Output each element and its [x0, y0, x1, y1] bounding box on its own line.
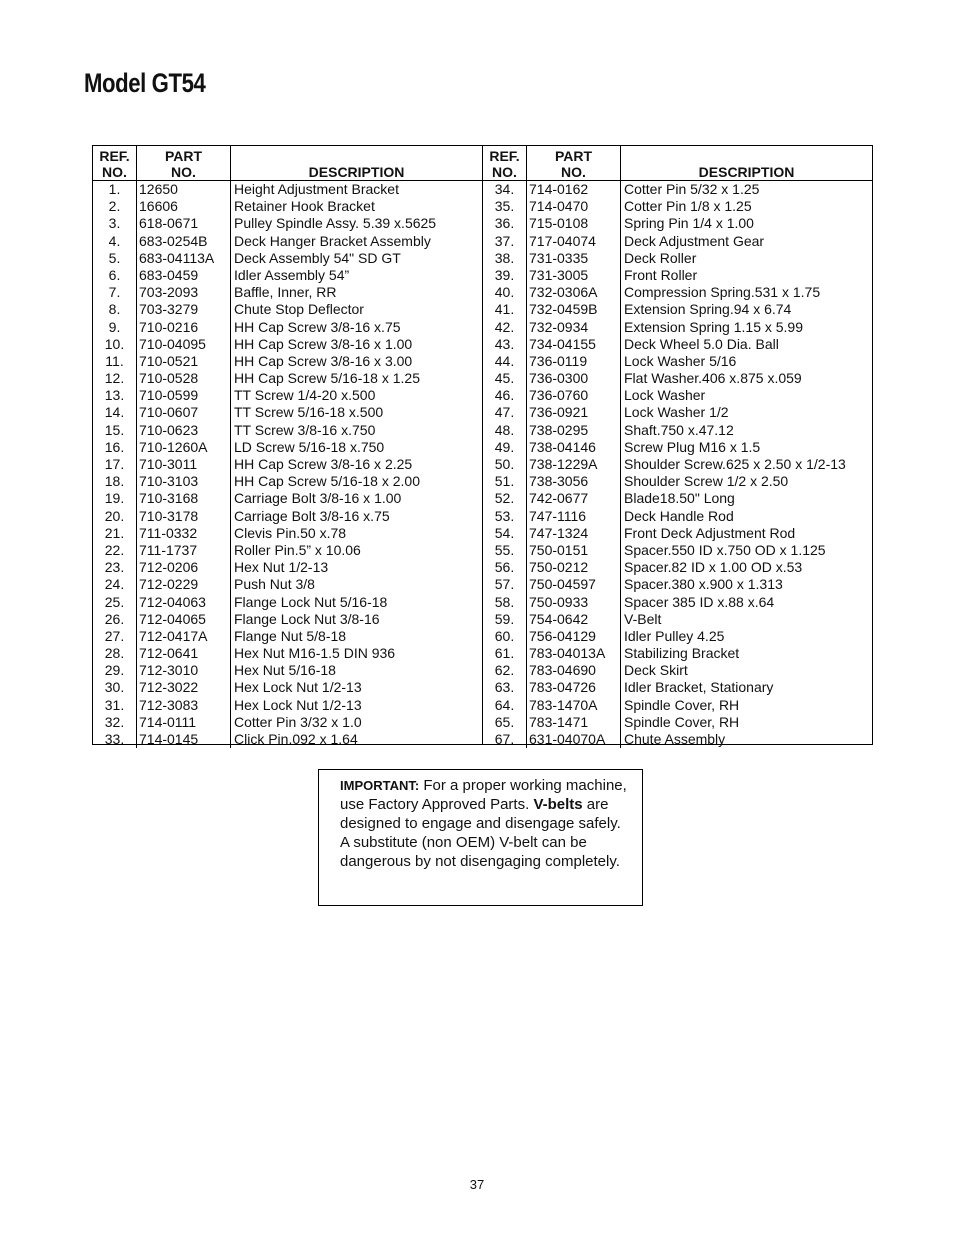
table-row [93, 456, 482, 473]
description-cell: TT Screw 5/16-18 x.500 [234, 404, 384, 421]
part-no-cell: 783-04013A [527, 645, 621, 662]
table-row [93, 267, 482, 284]
ref-no-cell: 50. [483, 456, 527, 473]
part-no-cell: 710-0623 [137, 422, 231, 439]
ref-no-cell: 19. [93, 490, 137, 507]
description-cell: Spindle Cover, RH [624, 713, 740, 730]
ref-no-cell: 15. [93, 422, 137, 439]
ref-no-cell: 42. [483, 319, 527, 336]
table-row [93, 473, 482, 490]
table-row [483, 353, 872, 370]
description-cell: Shaft.750 x.47.12 [624, 421, 734, 438]
table-row [93, 525, 482, 542]
ref-no-cell: 4. [93, 233, 137, 250]
part-no-cell: 712-04065 [137, 611, 231, 628]
table-row [483, 628, 872, 645]
part-no-cell: 710-0607 [137, 404, 231, 421]
description-cell: Compression Spring.531 x 1.75 [624, 284, 821, 301]
description-cell: Click Pin.092 x 1.64 [234, 731, 358, 747]
ref-no-cell: 63. [483, 679, 527, 696]
ref-no-cell: 67. [483, 731, 527, 748]
table-row [483, 233, 872, 250]
part-no-cell: 712-0417A [137, 628, 231, 645]
table-row [93, 645, 482, 662]
table-row [93, 233, 482, 250]
description-cell: Baffle, Inner, RR [234, 284, 337, 301]
description-cell: Hex Lock Nut 1/2-13 [234, 696, 362, 713]
ref-no-cell: 33. [93, 731, 137, 748]
part-no-cell: 703-3279 [137, 301, 231, 318]
table-row [93, 198, 482, 215]
part-no-cell: 710-0216 [137, 319, 231, 336]
ref-no-cell: 28. [93, 645, 137, 662]
header-row [93, 146, 482, 181]
description-cell: Spacer.82 ID x 1.00 OD x.53 [624, 559, 803, 576]
table-row [483, 559, 872, 576]
table-row [483, 336, 872, 353]
ref-no-cell: 51. [483, 473, 527, 490]
part-no-cell: 12650 [137, 181, 231, 199]
description-cell: Height Adjustment Bracket [234, 181, 399, 197]
table-row [483, 697, 872, 714]
ref-no-cell: 5. [93, 250, 137, 267]
description-cell: HH Cap Screw 3/8-16 x 2.25 [234, 456, 413, 472]
table-row [93, 404, 482, 421]
table-row [93, 559, 482, 576]
ref-no-cell: 12. [93, 370, 137, 387]
part-no-cell: 783-04690 [527, 662, 621, 679]
part-no-header: PART NO. [527, 146, 621, 181]
table-row [93, 594, 482, 611]
table-row [93, 576, 482, 593]
part-no-cell: 750-0151 [527, 542, 621, 559]
description-cell: Spacer.380 x.900 x 1.313 [624, 576, 783, 593]
notice-bold-term: V-belts [533, 796, 583, 813]
table-row [483, 576, 872, 593]
ref-no-cell: 45. [483, 370, 527, 387]
part-no-cell: 750-0212 [527, 559, 621, 576]
ref-no-cell: 52. [483, 490, 527, 507]
part-no-cell: 714-0111 [137, 714, 231, 731]
description-cell: Deck Assembly 54" SD GT [234, 249, 401, 266]
description-cell: Shoulder Screw 1/2 x 2.50 [624, 473, 789, 490]
description-cell: Flange Lock Nut 3/8-16 [234, 610, 380, 627]
part-no-cell: 683-0254B [137, 233, 231, 250]
description-cell: Retainer Hook Bracket [234, 198, 375, 215]
part-no-cell: 732-0306A [527, 284, 621, 301]
ref-no-cell: 2. [93, 198, 137, 215]
ref-no-cell: 46. [483, 387, 527, 404]
ref-no-cell: 38. [483, 250, 527, 267]
ref-no-cell: 57. [483, 576, 527, 593]
table-row [93, 387, 482, 404]
part-no-cell: 714-0162 [527, 181, 621, 199]
part-no-cell: 710-04095 [137, 336, 231, 353]
part-no-cell: 710-3011 [137, 456, 231, 473]
description-cell: HH Cap Screw 3/8-16 x.75 [234, 318, 401, 335]
description-cell: Extension Spring 1.15 x 5.99 [624, 318, 804, 335]
ref-no-header: REF. NO. [483, 146, 527, 181]
description-cell: Spacer 385 ID x.88 x.64 [624, 593, 775, 610]
ref-no-cell: 53. [483, 508, 527, 525]
table-row [93, 353, 482, 370]
part-no-cell: 711-1737 [137, 542, 231, 559]
table-row [483, 645, 872, 662]
table-row [483, 319, 872, 336]
table-row [483, 731, 872, 748]
ref-no-cell: 48. [483, 422, 527, 439]
description-cell: Idler Bracket, Stationary [624, 679, 774, 696]
ref-no-cell: 22. [93, 542, 137, 559]
table-row [93, 422, 482, 439]
table-row [93, 714, 482, 731]
description-cell: Blade18.50" Long [624, 490, 735, 507]
ref-no-cell: 6. [93, 267, 137, 284]
table-row [483, 456, 872, 473]
table-row [93, 336, 482, 353]
notice-text-1: For a proper working machine, use Factory Approved Parts. [340, 777, 627, 813]
description-cell: Screw Plug M16 x 1.5 [624, 438, 761, 455]
description-cell: Roller Pin.5” x 10.06 [234, 541, 361, 558]
description-cell: Deck Hanger Bracket Assembly [234, 232, 431, 249]
ref-no-cell: 54. [483, 525, 527, 542]
part-no-cell: 714-0145 [137, 731, 231, 748]
description-cell: Idler Pulley 4.25 [624, 627, 725, 644]
ref-no-cell: 16. [93, 439, 137, 456]
table-row [483, 181, 872, 199]
parts-table-right [482, 146, 872, 747]
part-no-cell: 783-1470A [527, 697, 621, 714]
table-row [93, 439, 482, 456]
table-row [483, 594, 872, 611]
ref-no-cell: 62. [483, 662, 527, 679]
ref-no-cell: 17. [93, 456, 137, 473]
ref-no-header: REF. NO. [93, 146, 137, 181]
table-row [93, 215, 482, 232]
part-no-cell: 736-0760 [527, 387, 621, 404]
table-row [483, 215, 872, 232]
ref-no-cell: 20. [93, 508, 137, 525]
part-no-cell: 712-3010 [137, 662, 231, 679]
table-row [93, 284, 482, 301]
table-row [483, 542, 872, 559]
part-no-cell: 710-3168 [137, 490, 231, 507]
part-no-header: PART NO. [137, 146, 231, 181]
ref-no-cell: 34. [483, 181, 527, 199]
description-cell: HH Cap Screw 5/16-18 x 2.00 [234, 473, 420, 490]
table-row [483, 422, 872, 439]
description-cell: Shoulder Screw.625 x 2.50 x 1/2-13 [624, 456, 846, 472]
part-no-cell: 731-0335 [527, 250, 621, 267]
description-cell: Extension Spring.94 x 6.74 [624, 301, 792, 318]
description-cell: Chute Assembly [624, 731, 726, 747]
table-row [483, 370, 872, 387]
ref-no-cell: 37. [483, 233, 527, 250]
ref-no-cell: 56. [483, 559, 527, 576]
description-cell: V-Belt [624, 610, 662, 627]
part-no-cell: 16606 [137, 198, 231, 215]
part-no-cell: 738-0295 [527, 422, 621, 439]
part-no-cell: 714-0470 [527, 198, 621, 215]
ref-no-cell: 9. [93, 319, 137, 336]
description-cell: Deck Skirt [624, 662, 688, 679]
ref-no-cell: 47. [483, 404, 527, 421]
page-title: Model GT54 [84, 68, 206, 98]
header-row [483, 146, 872, 181]
ref-no-cell: 59. [483, 611, 527, 628]
important-notice [318, 769, 643, 906]
table-row [483, 490, 872, 507]
part-no-cell: 738-04146 [527, 439, 621, 456]
table-row [93, 181, 482, 199]
ref-no-cell: 26. [93, 611, 137, 628]
table-row [483, 404, 872, 421]
ref-no-cell: 1. [93, 181, 137, 199]
part-no-cell: 734-04155 [527, 336, 621, 353]
table-row [483, 267, 872, 284]
part-no-cell: 712-3083 [137, 697, 231, 714]
notice-text-2: are designed to engage and disengage safely. A substitute (non OEM) V-belt can be dangerous by not disengaging completely. [340, 796, 621, 870]
description-cell: HH Cap Screw 3/8-16 x 1.00 [234, 335, 413, 352]
description-header: DESCRIPTION [621, 146, 873, 181]
parts-table [92, 145, 873, 745]
part-no-cell: 750-0933 [527, 594, 621, 611]
parts-list-right [483, 146, 872, 748]
description-cell: Spindle Cover, RH [624, 696, 740, 713]
parts-list-left [93, 146, 482, 748]
part-no-cell: 783-1471 [527, 714, 621, 731]
part-no-cell: 710-0599 [137, 387, 231, 404]
ref-no-cell: 8. [93, 301, 137, 318]
table-row [483, 714, 872, 731]
ref-no-cell: 32. [93, 714, 137, 731]
description-cell: TT Screw 1/4-20 x.500 [234, 387, 376, 404]
table-row [93, 370, 482, 387]
ref-no-cell: 7. [93, 284, 137, 301]
ref-no-cell: 55. [483, 542, 527, 559]
ref-no-cell: 21. [93, 525, 137, 542]
description-cell: LD Screw 5/16-18 x.750 [234, 438, 385, 455]
description-cell: Lock Washer 5/16 [624, 352, 737, 369]
table-row [93, 301, 482, 318]
part-no-cell: 710-3103 [137, 473, 231, 490]
ref-no-cell: 24. [93, 576, 137, 593]
table-row [483, 284, 872, 301]
notice-lead: IMPORTANT: [340, 778, 420, 793]
table-row [483, 250, 872, 267]
description-cell: Hex Nut M16-1.5 DIN 936 [234, 645, 396, 662]
table-row [93, 628, 482, 645]
page-number: 37 [469, 1177, 485, 1192]
description-cell: Lock Washer [624, 387, 706, 404]
part-no-cell: 710-1260A [137, 439, 231, 456]
table-row [483, 679, 872, 696]
table-row [93, 542, 482, 559]
ref-no-cell: 30. [93, 679, 137, 696]
part-no-cell: 710-0521 [137, 353, 231, 370]
ref-no-cell: 43. [483, 336, 527, 353]
description-cell: Carriage Bolt 3/8-16 x 1.00 [234, 490, 402, 507]
part-no-cell: 754-0642 [527, 611, 621, 628]
ref-no-cell: 36. [483, 215, 527, 232]
part-no-cell: 731-3005 [527, 267, 621, 284]
ref-no-cell: 10. [93, 336, 137, 353]
ref-no-cell: 18. [93, 473, 137, 490]
description-cell: Push Nut 3/8 [234, 576, 315, 593]
table-row [93, 611, 482, 628]
description-cell: Hex Nut 1/2-13 [234, 559, 329, 576]
part-no-cell: 742-0677 [527, 490, 621, 507]
description-cell: TT Screw 3/8-16 x.750 [234, 421, 376, 438]
part-no-cell: 736-0921 [527, 404, 621, 421]
description-cell: Deck Wheel 5.0 Dia. Ball [624, 335, 779, 352]
part-no-cell: 736-0300 [527, 370, 621, 387]
ref-no-cell: 49. [483, 439, 527, 456]
ref-no-cell: 25. [93, 594, 137, 611]
part-no-cell: 710-3178 [137, 508, 231, 525]
ref-no-cell: 65. [483, 714, 527, 731]
table-row [483, 525, 872, 542]
table-row [483, 473, 872, 490]
description-cell: Flange Nut 5/8-18 [234, 627, 347, 644]
part-no-cell: 750-04597 [527, 576, 621, 593]
part-no-cell: 732-0934 [527, 319, 621, 336]
ref-no-cell: 27. [93, 628, 137, 645]
ref-no-cell: 58. [483, 594, 527, 611]
ref-no-cell: 40. [483, 284, 527, 301]
table-row [93, 319, 482, 336]
parts-table-left [93, 146, 482, 747]
description-cell: Front Roller [624, 266, 698, 283]
ref-no-cell: 41. [483, 301, 527, 318]
ref-no-cell: 60. [483, 628, 527, 645]
part-no-cell: 715-0108 [527, 215, 621, 232]
description-cell: Deck Adjustment Gear [624, 232, 765, 249]
ref-no-cell: 35. [483, 198, 527, 215]
table-row [93, 679, 482, 696]
part-no-cell: 747-1116 [527, 508, 621, 525]
ref-no-cell: 3. [93, 215, 137, 232]
description-cell: Hex Nut 5/16-18 [234, 662, 336, 679]
ref-no-cell: 29. [93, 662, 137, 679]
ref-no-cell: 14. [93, 404, 137, 421]
description-cell: Hex Lock Nut 1/2-13 [234, 679, 362, 696]
description-cell: Pulley Spindle Assy. 5.39 x.5625 [234, 215, 437, 232]
description-cell: HH Cap Screw 3/8-16 x 3.00 [234, 352, 413, 369]
ref-no-cell: 11. [93, 353, 137, 370]
description-cell: Deck Roller [624, 249, 697, 266]
part-no-cell: 712-0229 [137, 576, 231, 593]
part-no-cell: 618-0671 [137, 215, 231, 232]
description-cell: Spacer.550 ID x.750 OD x 1.125 [624, 541, 826, 558]
description-cell: Flange Lock Nut 5/16-18 [234, 593, 388, 610]
description-cell: Flat Washer.406 x.875 x.059 [624, 370, 802, 387]
table-row [483, 198, 872, 215]
part-no-cell: 712-0641 [137, 645, 231, 662]
description-header: DESCRIPTION [231, 146, 483, 181]
part-no-cell: 738-1229A [527, 456, 621, 473]
part-no-cell: 703-2093 [137, 284, 231, 301]
table-row [483, 662, 872, 679]
description-cell: Spring Pin 1/4 x 1.00 [624, 215, 754, 232]
part-no-cell: 717-04074 [527, 233, 621, 250]
description-cell: Chute Stop Deflector [234, 301, 364, 318]
ref-no-cell: 13. [93, 387, 137, 404]
description-cell: Carriage Bolt 3/8-16 x.75 [234, 507, 390, 524]
description-cell: Lock Washer 1/2 [624, 404, 729, 421]
description-cell: Cotter Pin 5/32 x 1.25 [624, 181, 760, 197]
table-row [93, 508, 482, 525]
table-row [93, 731, 482, 748]
part-no-cell: 756-04129 [527, 628, 621, 645]
part-no-cell: 783-04726 [527, 679, 621, 696]
part-no-cell: 710-0528 [137, 370, 231, 387]
table-row [483, 439, 872, 456]
description-cell: HH Cap Screw 5/16-18 x 1.25 [234, 370, 420, 387]
table-row [93, 662, 482, 679]
table-row [483, 508, 872, 525]
ref-no-cell: 44. [483, 353, 527, 370]
ref-no-cell: 39. [483, 267, 527, 284]
ref-no-cell: 61. [483, 645, 527, 662]
part-no-cell: 712-04063 [137, 594, 231, 611]
ref-no-cell: 23. [93, 559, 137, 576]
part-no-cell: 712-0206 [137, 559, 231, 576]
description-cell: Clevis Pin.50 x.78 [234, 524, 347, 541]
description-cell: Cotter Pin 1/8 x 1.25 [624, 198, 752, 215]
table-row [483, 387, 872, 404]
ref-no-cell: 64. [483, 697, 527, 714]
table-row [483, 301, 872, 318]
description-cell: Front Deck Adjustment Rod [624, 524, 796, 541]
part-no-cell: 732-0459B [527, 301, 621, 318]
part-no-cell: 631-04070A [527, 731, 621, 748]
part-no-cell: 683-04113A [137, 250, 231, 267]
part-no-cell: 738-3056 [527, 473, 621, 490]
table-row [93, 250, 482, 267]
part-no-cell: 711-0332 [137, 525, 231, 542]
part-no-cell: 712-3022 [137, 679, 231, 696]
table-row [93, 490, 482, 507]
table-row [93, 697, 482, 714]
description-cell: Idler Assembly 54” [234, 266, 350, 283]
table-row [483, 611, 872, 628]
description-cell: Cotter Pin 3/32 x 1.0 [234, 713, 362, 730]
part-no-cell: 747-1324 [527, 525, 621, 542]
part-no-cell: 683-0459 [137, 267, 231, 284]
part-no-cell: 736-0119 [527, 353, 621, 370]
description-cell: Stabilizing Bracket [624, 645, 740, 662]
description-cell: Deck Handle Rod [624, 507, 734, 524]
ref-no-cell: 31. [93, 697, 137, 714]
